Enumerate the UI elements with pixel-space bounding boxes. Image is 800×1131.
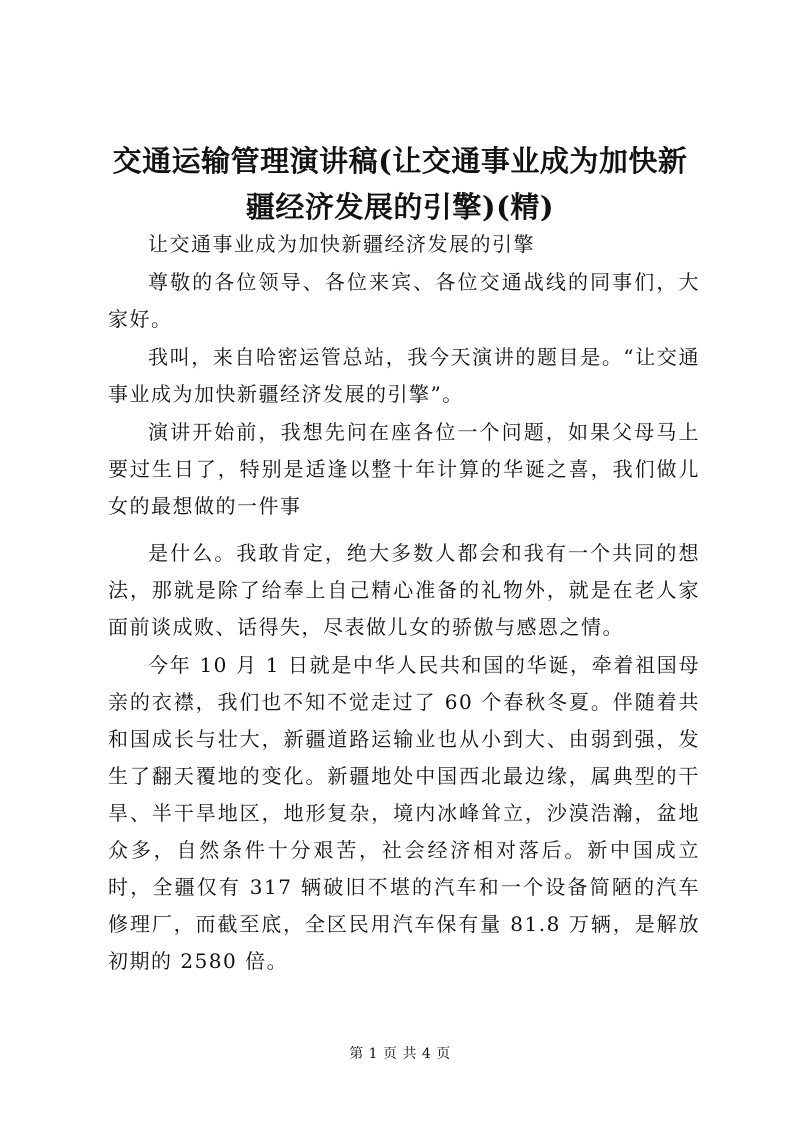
paragraph-history: 今年 10 月 1 日就是中华人民共和国的华诞，牵着祖国母亲的衣襟，我们也不知不觉走过了 60 个春秋冬夏。伴随着共和国成长与壮大，新疆道路运输业也从小到大、由弱到强，发生了翻天覆地的变化。新疆地处中国西北最边缘，属典型的干旱、半干旱地区，地形复杂，境内冰峰耸立，沙漠浩瀚，盆地众多，自然条件十分艰苦，社会经济相对落后。新中国成立时，全疆仅有 317 辆破旧不堪的汽车和一个设备简陋的汽车修理厂，而截至底，全区民用汽车保有量 81.8 万辆，是解放初期的 2580 倍。 — [108, 653, 700, 973]
title-line-1: 交通运输管理演讲稿(让交通事业成为加快新 — [112, 144, 688, 178]
paragraph-question: 演讲开始前，我想先问在座各位一个问题，如果父母马上要过生日了，特别是适逢以整十年计算的华诞之喜，我们做儿女的最想做的一件事 — [108, 420, 700, 518]
paragraph-subtitle: 让交通事业成为加快新疆经济发展的引擎 — [148, 232, 535, 256]
title-line-2: 疆经济发展的引擎)(精) — [245, 190, 555, 224]
paragraph-intro: 我叫，来自哈密运管总站，我今天演讲的题目是。“让交通事业成为加快新疆经济发展的引擎”。 — [108, 345, 700, 406]
document-body — [108, 226, 700, 980]
document-title — [100, 138, 700, 230]
paragraph-greeting: 尊敬的各位领导、各位来宾、各位交通战线的同事们，大家好。 — [108, 270, 700, 331]
paragraph-answer: 是什么。我敢肯定，绝大多数人都会和我有一个共同的想法，那就是除了给奉上自己精心准备的礼物外，就是在老人家面前谈成败、话得失，尽表做儿女的骄傲与感恩之情。 — [108, 541, 700, 639]
page-footer: 第 1 页 共 4 页 — [349, 1046, 451, 1062]
